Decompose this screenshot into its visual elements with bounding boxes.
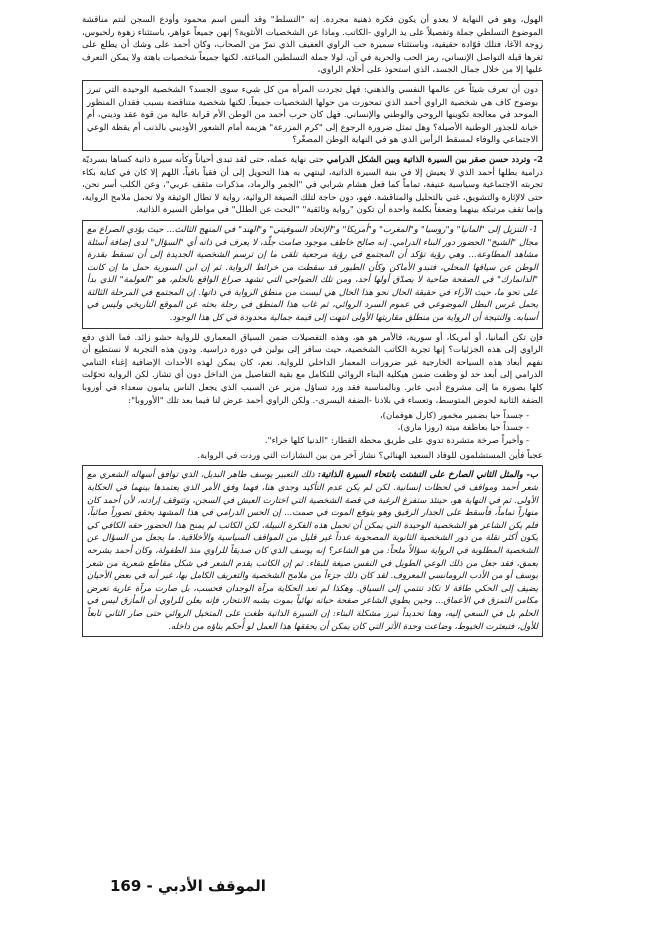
paragraph-6: عجباً فأين المستشلمون للوفاد السعيد الهنائي؟ نشاز آخر من بين النشازات التي وردت في الرواية. — [197, 450, 543, 461]
framed-paragraph-2 — [82, 80, 543, 151]
section-2-heading: 2- وتردد حسن صقر بين السيرة الذاتية وبين الشكل الدرامي — [326, 154, 543, 165]
section-2-body: حتى نهاية عمله، حتى لقد تبدى أحياناً وكأنه سيرة ذاتية كساها بسرديّة درامية بطلها أحمد الذي لا يعيش إلا في بنية السيرة الذاتية، لينتهي به هذا التحويل إلى أن فقياً بافياً، اللهم إلا كان في كتابة بكاء تجربته الاجتماعية وسياسية عنيفة، تماماً كما فعل هشام شرابي في "الجمر والرماد، مذكرات مثقف عربي"، وعن الكلب أسر نحن، حتى لالإثارة والتشويق، غني بالتحليل والمناقشة. فهو، دون حاجة لتلك الصيغة الروائية، رواية لا تطال الوثيقة ولا تحمل ملامح الرواية، وإنما تقف مرتبكة بينهما وضعفاً بكلمة واحدة أن تكون "رواية وثائقية" "البحث عن الطلل" في مواطن السيرة الذاتية. — [82, 154, 543, 216]
framed-italic-section — [82, 220, 543, 329]
section-b-heading: ب- والمثل الثاني الصارخ على التشتت بانتحاء السيرة الذاتية: — [317, 470, 539, 481]
paragraph-1: الهول، وهو في النهاية لا يعدو أن يكون فكرة ذهنية مجردة. إنه "التسلط" وقد ألبس اسم محمود وأودع السجن لنتم مناقشة الموضوع التسلطي جملة وتفصيلاً على يد الراوي -الكاتب. وماذا عن الشخصيات الأنثوية؟ إنهن جميعاً عواهر، باستثناء زهوة رلحبوس، زوجة الآغا، فتلك قوّادة حقيقية، وباستثناء سميرة حب الراوي العفيف الذي تمرّ من الصحاب، وكان أحمد على وشك أن يطلع على ثغرها قبلة التواصل الإنساني، رمز الحب والحرية في آن، لولا جملة التسلطين المباغتة. لكنها جميعاً شخصيات باهتة ولا يمكن التعرف عليها إلا من خلال جمال الجسد، الذي استحوذ على أحلام الراوي، — [82, 15, 543, 76]
page-footer: الموقف الأدبي - 169 — [110, 877, 266, 895]
framed-section-b — [82, 465, 543, 637]
quote-item: - جسداً حيا بضمير مخمور (كارل هوفمان)، — [379, 411, 529, 422]
paragraph-2: دون أن تعرف شيئاً عن عالمها النفسي والذهني: فهل تجردت المرأة من كل شيء سوى الجسد؟ الشخصية الوحيدة التي تبرز بوضوح كاف هي شخصية الراوي أحمد الذي تمحورت من حولها الشخصيات جميعاً. لكنها شخصية متناقضة بسبب فقدان المنظور الموحد في معالجة تكوينها الروحي والوطني والإنساني. فهل كان حرب أحمد من الوطن الأم قرابة عالية من قوة عقد وديني، أم خيانة للجذور الوطنية الأصيلة؟ وهل تمثل ضرورة الرجوع إلى "كرم المزرعة" هزيمة أمام الشعور الأوديبي بالذنب أم يقظة الوعي الاجتماعي والوفاء لمسقط الرأس الذي هو في النهاية الوطن المصغّر؟ — [87, 84, 538, 146]
quote-item: - جسداً حيا بعاطفة ميتة (روزا ماري)، — [397, 423, 529, 434]
quote-list — [82, 410, 543, 447]
section-2-paragraph — [82, 154, 543, 217]
paragraph-4: 1- التنزيل إلى "المانيا" و"روسيا" و"المغرب" و"أمريكا" و"الإتحاد السوفيتي" و"الهند" في المنهج الثالث... حيث يؤدي الصراع مع مجال "الشيخ" الحضور دور البناء الدرامي. إنه صالح خاطف موجود صامت جلّد، لا يعرف في ذاته أي "السؤال" لدى إضافة أسئلة مشاهد المطاوعة... وهي رؤية تؤكد أن المجتمع في رؤية مرجعية تلقى ما إن ترسم الشخصية الجديدة إلى أن تسقط بقدرة الوطن عن سياقها المحلي، فتبدو الأماكن وكأن الطيور قد سقطت من خرائط الرواية. ثم إن ابن السورية حمل ما إن كانت "الدانمارك" في الصفحة ضاحية لا يصدّق أولها أحد، ومن تلك الضواحي التي تشهد صراع الواقع بالحلم، هو "العولمة" الذي بدأ على نحو ما، حيث الآراء في حقيقة الحال نحو هذا الحال هي ليست من منطق الرواية في ذاتها. إن المجتمع في المرحلة الثالثة يحمل غرس البطل الموضوعي في عموم السرد الروائي، ثم غاب هذا المنطق في رحلة بحثه عن الموقع التاريخي وليس في أسبابه. والنتيجة أن الرواية من منطلق مقاربتها الأولى انتهت إلى قيمة جمالية محدودة في كل هذا الوجود. — [87, 224, 538, 324]
paragraph-5: فإن تكن ألمانيا، أو أمريكا، أو سورية، فالأمر هو هو، وهذه التفصيلات ضمن السياق المعماري للرواية حشو زائد. فما الذي دفع الراوي إلى هذه الجزئيات؟ إنها تجربة الكاتب الشخصية، حيث سافر إلى بولين في دورة دراسية. ودون هذه التجربة لا نستطيع أن نفهم أبعاد هذه السياحة الخارجية غير ضرورات المعمار الداخلي للرواية. نعم، كان يمكن لهذه الأحداث الإضافية إغناء التنامي الدرامي إلى أبعد حد لو وظفت ضمن هيكلية البناء الروائي للتكامل مع بقية التفاصيل من الداخل دون أي تشاز. لكن الرواية تحوّلت كلها بصورة ما إلى مشروع أدبي عابر. وبالمناسبة فقد ورد تساؤل مرير عن السبب الذي يجعل الناس ينامون سعداء في أوروبا الضفة الثانية لحوض المتوسط، وتعساء في بلادنا -الضفة اليسرى-. ولكن الراوي أحمد عرض لنا فيما بعد تلك "الأوروبا": — [82, 332, 543, 406]
quote-item: - وأخيراً صرخة متشردة تدوي على طريق محطة القطار: "الدنيا كلها خراء". — [264, 435, 529, 446]
section-b-paragraph — [87, 469, 538, 633]
section-b-body: ذلك التعبير يوسف طاهر البديل، الذي توافق أسهاله الشعري مع شعر أحمد ومواقف في لحظات إنسانية. لكن لم يكن عدم التأكيد وجدي هنا، فهما وفق الأمر الذي يعتمدها بينهما في الحكاية الأولى. ثم في النهاية هو، حينئذ ستفرغ الرغبة في قصة الشخصية التي اختارت العيش في السجن، وتتوقف إرادته، لأن أحمد كان منهاراً تماماً، فأسقط على الجدار الرقيق وهو يتوقع الموت في صمت... إن الحس الدرامي في هذا المشهد يحقق تصوراً صائباً، فلم يكن الشاعر هو الشخصية الوحيدة التي يمكن أن تحمل هذه الفكرة النبيلة، لكن الكاتب لم يمنح هذا الحضور حقه الكافي كي يكون أكثر نقلة من دور الشخصية الثانوية المصحوبة عدداً غير قليل من المواقف السياسية والأخلاقية. ما يجعل من السؤال عن الشخصية المطلوبة في الرواية سؤالاً ملحاً: من هو الشاعر؟ إنه يوسف الذي كان صديقاً للراوي منذ الطفولة، وكان أحمد يشرحه بعمق، فقد جعل من ذلك الوعي الطويل في النفس صيغة للبقاء. ثم إن الكاتب يقدم الشعر في شكل مقاطع شعرية من شعر يوسف أو من الأدب الرومانسي المعروف. لقد كان ذلك جزءاً من ملامح الشخصية والتعريف الكامل بها، غير أنه في بعض الأحيان يضيف إلى الحكي طاقة لا تكاد تنتمي إلى السياق. وهكذا لم تعد الحكاية مرآة الوجدان فحسب، بل صارت مرآة عارية تعرض مكامن التمزق في الأعماق... وحين يطوي الشاعر صفحة حياته نهائياً بموت يشبه الانتحار، فإنه يعلن للراوي أن المأزق ليس في الحلم بل في السعي إليه، وهنا تحديداً تبرز مشكلة البناء: إن السيرة الذاتية طغت على المتخيل الروائي حتى صار الثاني تابعاً للأول، فتبعثرت الخيوط، وضاعت وحدة الأثر التي كان يمكن أن يحققها هذا العمل لو أُحكم بناؤه من داخله. — [87, 470, 538, 632]
